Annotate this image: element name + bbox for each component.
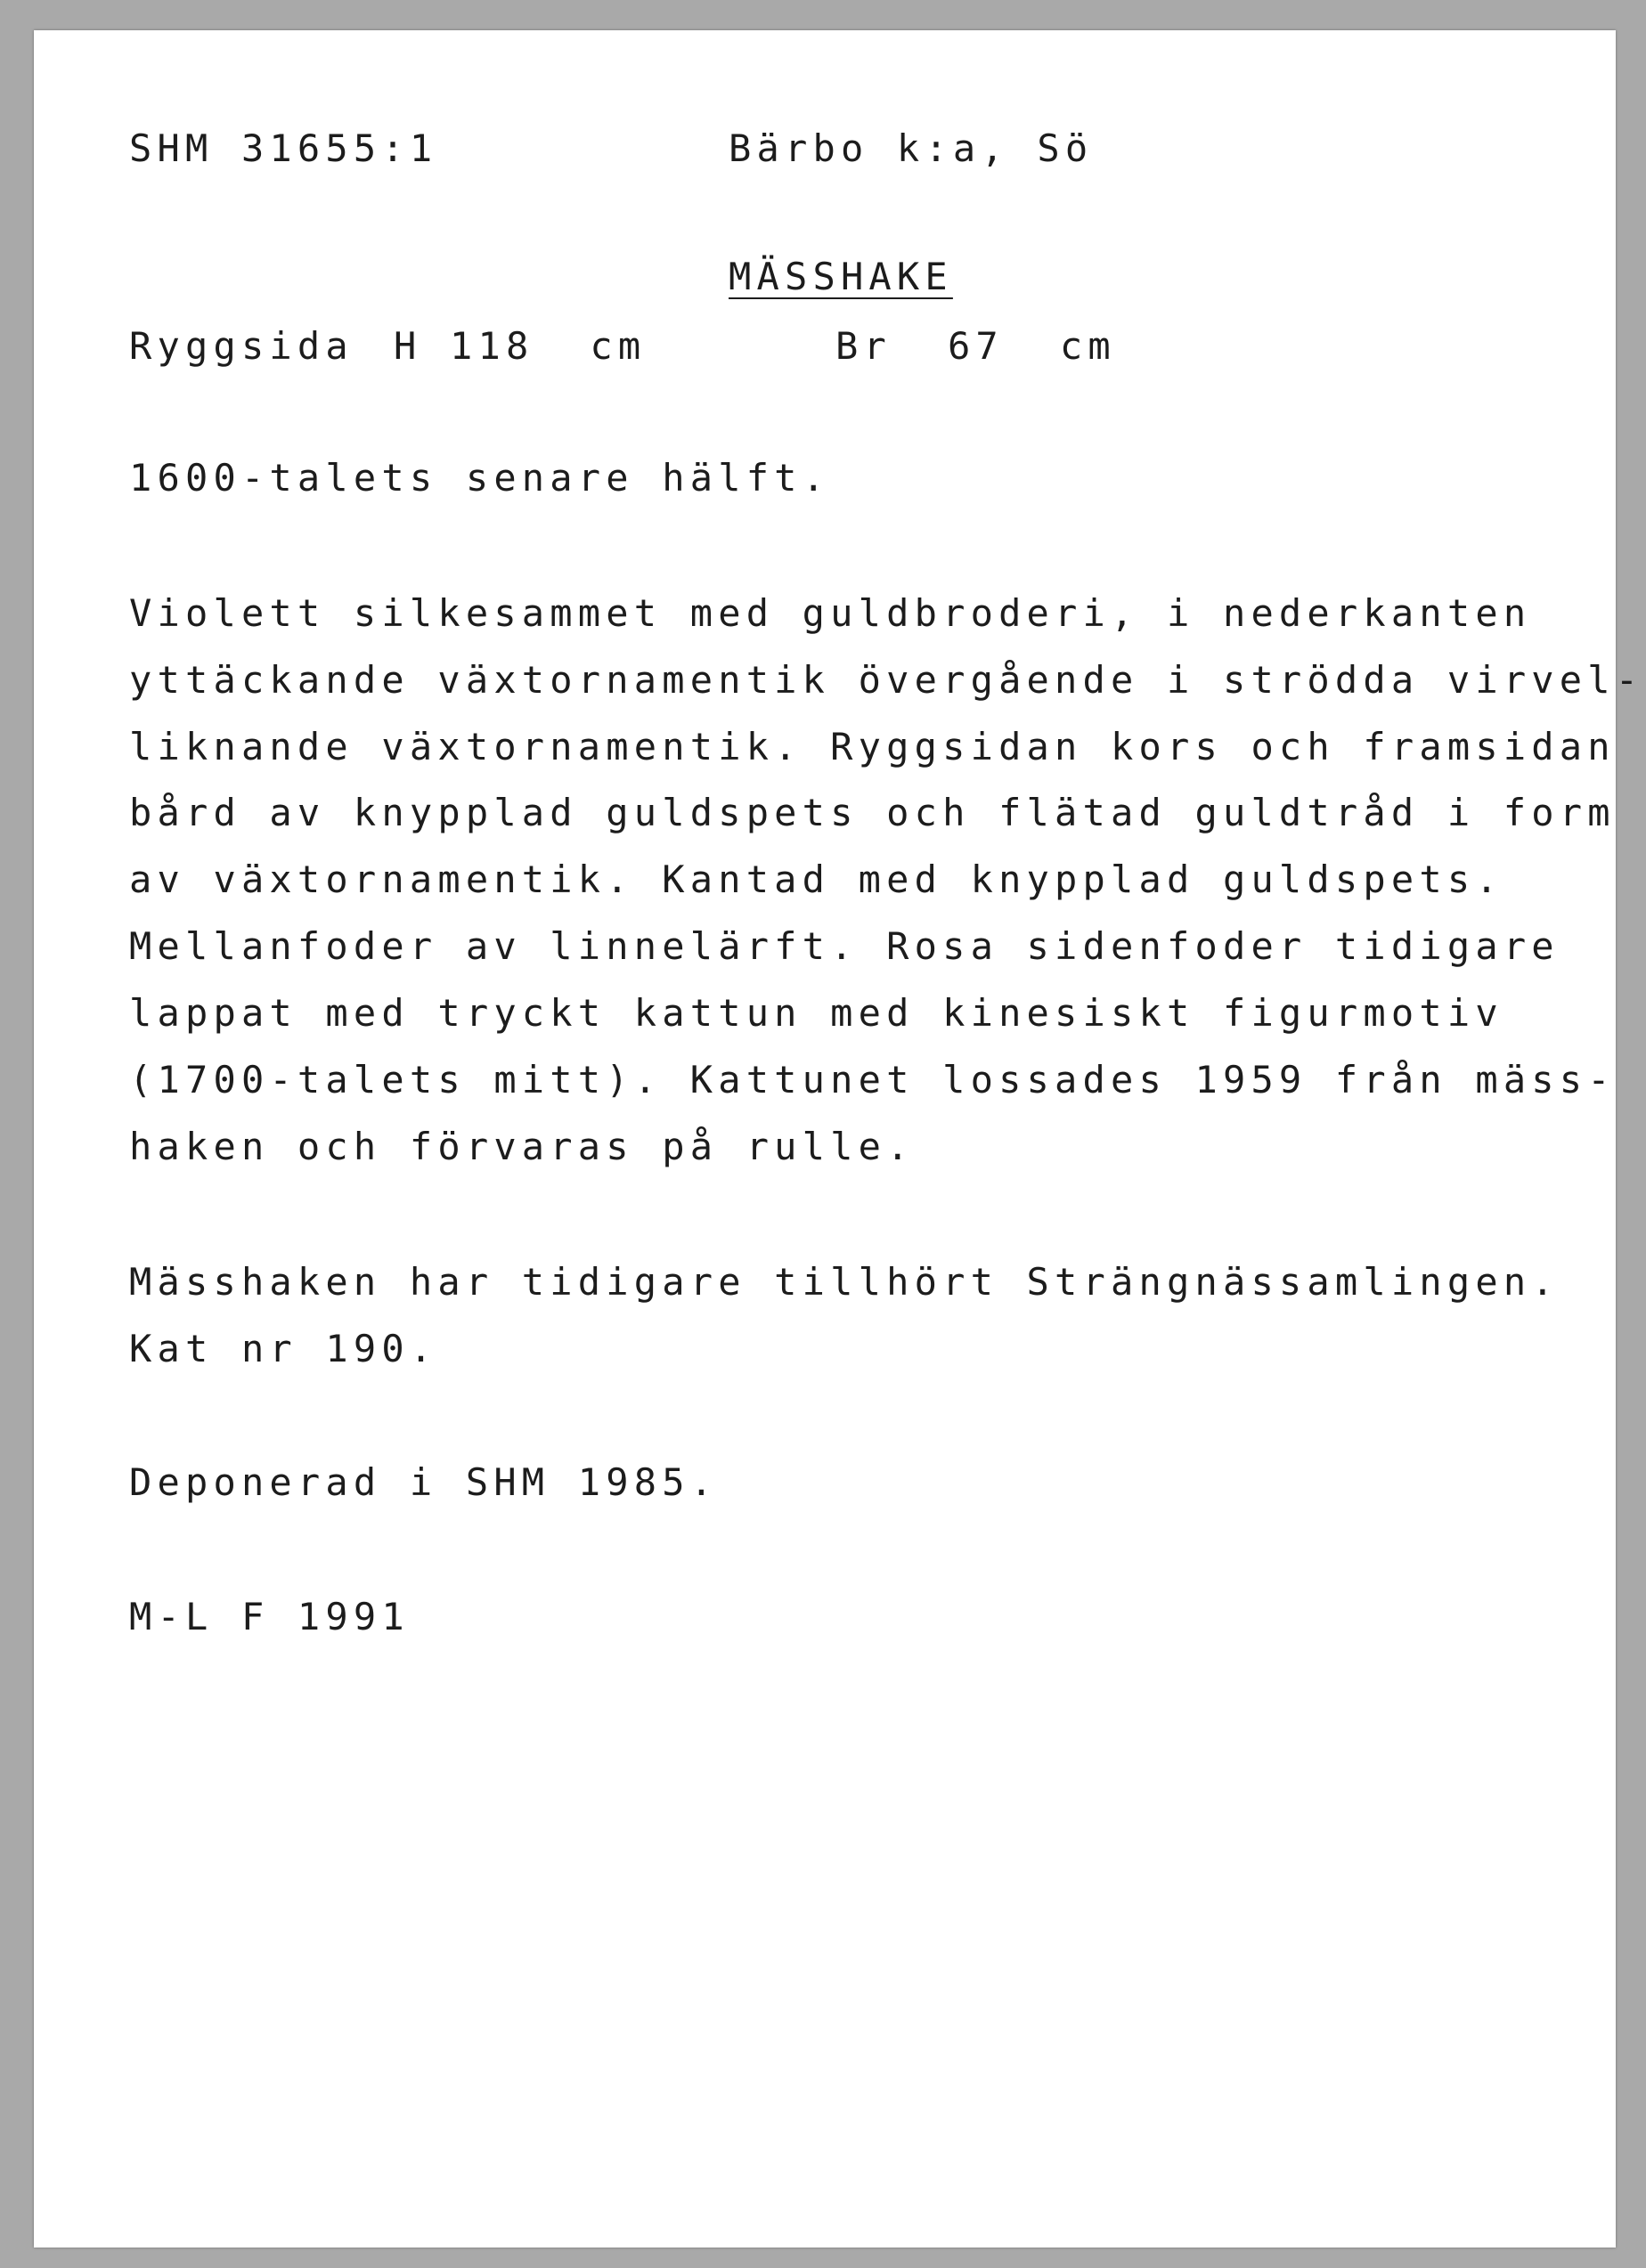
description-line: Mellanfoder av linnelärft. Rosa sidenfoder tidigare: [129, 924, 1560, 968]
description-line: av växtornamentik. Kantad med knypplad guldspets.: [129, 858, 1503, 901]
deposit-note: Deponerad i SHM 1985.: [129, 1460, 719, 1504]
location: Bärbo k:a, Sö: [729, 126, 1094, 170]
description-line: lappat med tryckt kattun med kinesiskt figurmotiv: [129, 991, 1503, 1035]
signature: M-L F 1991: [129, 1595, 410, 1638]
dimension-side: Ryggsida: [129, 324, 354, 368]
provenance-line: Kat nr 190.: [129, 1327, 438, 1370]
provenance-line: Mässhaken har tidigare tillhört Strängnässamlingen.: [129, 1260, 1560, 1304]
description-line: haken och förvaras på rulle.: [129, 1125, 915, 1168]
document-title: MÄSSHAKE: [729, 255, 953, 298]
description-line: bård av knypplad guldspets och flätad guldtråd i form: [129, 791, 1616, 834]
description-line: Violett silkesammet med guldbroderi, i nederkanten: [129, 591, 1532, 635]
description-line: (1700-talets mitt). Kattunet lossades 1959 från mäss-: [129, 1058, 1616, 1101]
description-line: liknande växtornamentik. Ryggsidan kors och framsidan: [129, 725, 1616, 768]
dimension-width: Br 67 cm: [835, 324, 1116, 368]
description-line: yttäckande växtornamentik övergående i strödda virvel-: [129, 658, 1644, 702]
dating: 1600-talets senare hälft.: [129, 456, 831, 500]
dimension-height: H 118 cm: [394, 324, 647, 368]
document-page: [34, 30, 1644, 2248]
catalog-number: SHM 31655:1: [129, 126, 438, 170]
